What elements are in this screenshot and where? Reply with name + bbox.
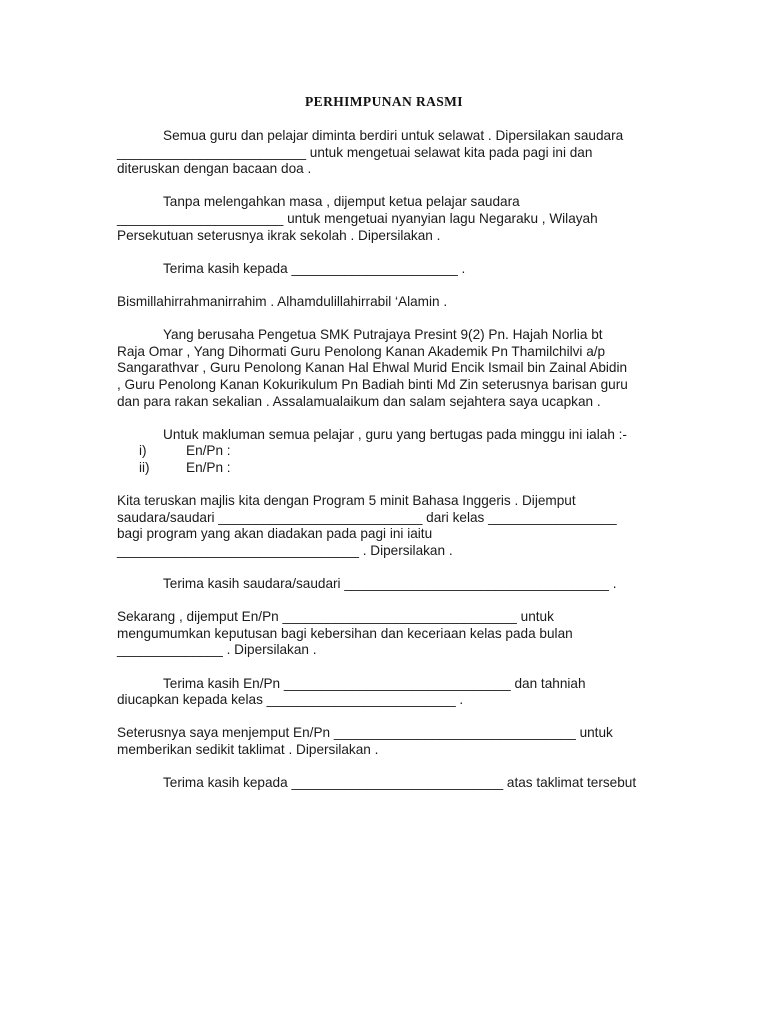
paragraph-thanks-2: Terima kasih saudara/saudari ___________________________________ . (163, 576, 617, 592)
paragraph-salutation-line-2: Raja Omar , Yang Dihormati Guru Penolong Kanan Akademik Pn Thamilchilvi a/p (117, 343, 606, 359)
paragraph-negaraku-line-3: Persekutuan seterusnya ikrak sekolah . Dipersilakan . (117, 227, 441, 243)
paragraph-negaraku-line-1: Tanpa melengahkan masa , dijemput ketua pelajar saudara (163, 194, 520, 210)
paragraph-negaraku-line-2: ______________________ untuk mengetuai nyanyian lagu Negaraku , Wilayah (117, 210, 598, 226)
list-number: ii) (139, 459, 150, 475)
list-text: En/Pn : (186, 443, 231, 459)
paragraph-thanks-3: Terima kasih kepada ____________________________ atas taklimat tersebut (163, 775, 637, 791)
paragraph-english-line-4: ________________________________ . Dipersilakan . (117, 542, 453, 558)
paragraph-english-line-2: saudara/saudari ___________________________ dari kelas _________________ (117, 509, 617, 525)
paragraph-salutation-line-3: Sangarathvar , Guru Penolong Kanan Hal Ehwal Murid Encik Ismail bin Zainal Abidin (117, 360, 628, 376)
paragraph-english-line-1: Kita teruskan majlis kita dengan Program 5 minit Bahasa Inggeris . Dijemput (117, 493, 576, 509)
paragraph-selawat-line-3: diteruskan dengan bacaan doa . (117, 161, 312, 177)
list-item (117, 460, 657, 477)
paragraph-salutation-line-4: , Guru Penolong Kanan Kokurikulum Pn Badiah binti Md Zin seterusnya barisan guru (117, 376, 628, 392)
paragraph-briefing-line-2: memberikan sedikit taklimat . Dipersilakan . (117, 741, 379, 757)
paragraph-bismillah: Bismillahirrahmanirrahim . Alhamdulillahirrabil ‘Alamin . (117, 293, 448, 309)
paragraph-salutation-line-5: dan para rakan sekalian . Assalamualaikum dan salam sejahtera saya ucapkan . (117, 393, 601, 409)
paragraph-cleanliness-line-3: ______________ . Dipersilakan . (117, 642, 317, 658)
paragraph-thanks-1: Terima kasih kepada ______________________ . (163, 260, 466, 276)
paragraph-cleanliness-line-1: Sekarang , dijemput En/Pn _______________________________ untuk (117, 609, 554, 625)
paragraph-duty-teachers: Untuk makluman semua pelajar , guru yang bertugas pada minggu ini ialah :- (163, 426, 627, 442)
paragraph-cleanliness-line-2: mengumumkan keputusan bagi kebersihan dan keceriaan kelas pada bulan (117, 625, 573, 641)
paragraph-salutation-line-1: Yang berusaha Pengetua SMK Putrajaya Presint 9(2) Pn. Hajah Norlia bt (163, 327, 603, 343)
document-body (117, 128, 657, 792)
list-text: En/Pn : (186, 459, 231, 475)
paragraph-selawat-line-1: Semua guru dan pelajar diminta berdiri untuk selawat . Dipersilakan saudara (163, 128, 624, 143)
paragraph-congrats-line-1: Terima kasih En/Pn ______________________________ dan tahniah (163, 675, 586, 691)
paragraph-english-line-3: bagi program yang akan diadakan pada pagi ini iaitu (117, 526, 433, 542)
list-item (117, 443, 657, 460)
paragraph-briefing-line-1: Seterusnya saya menjemput En/Pn ________________________________ untuk (117, 725, 613, 741)
paragraph-congrats-line-2: diucapkan kepada kelas _________________________ . (117, 692, 464, 708)
list-number: i) (139, 443, 147, 459)
document-title: PERHIMPUNAN RASMI (305, 94, 463, 109)
paragraph-selawat-line-2: _________________________ untuk mengetuai selawat kita pada pagi ini dan (117, 144, 593, 160)
